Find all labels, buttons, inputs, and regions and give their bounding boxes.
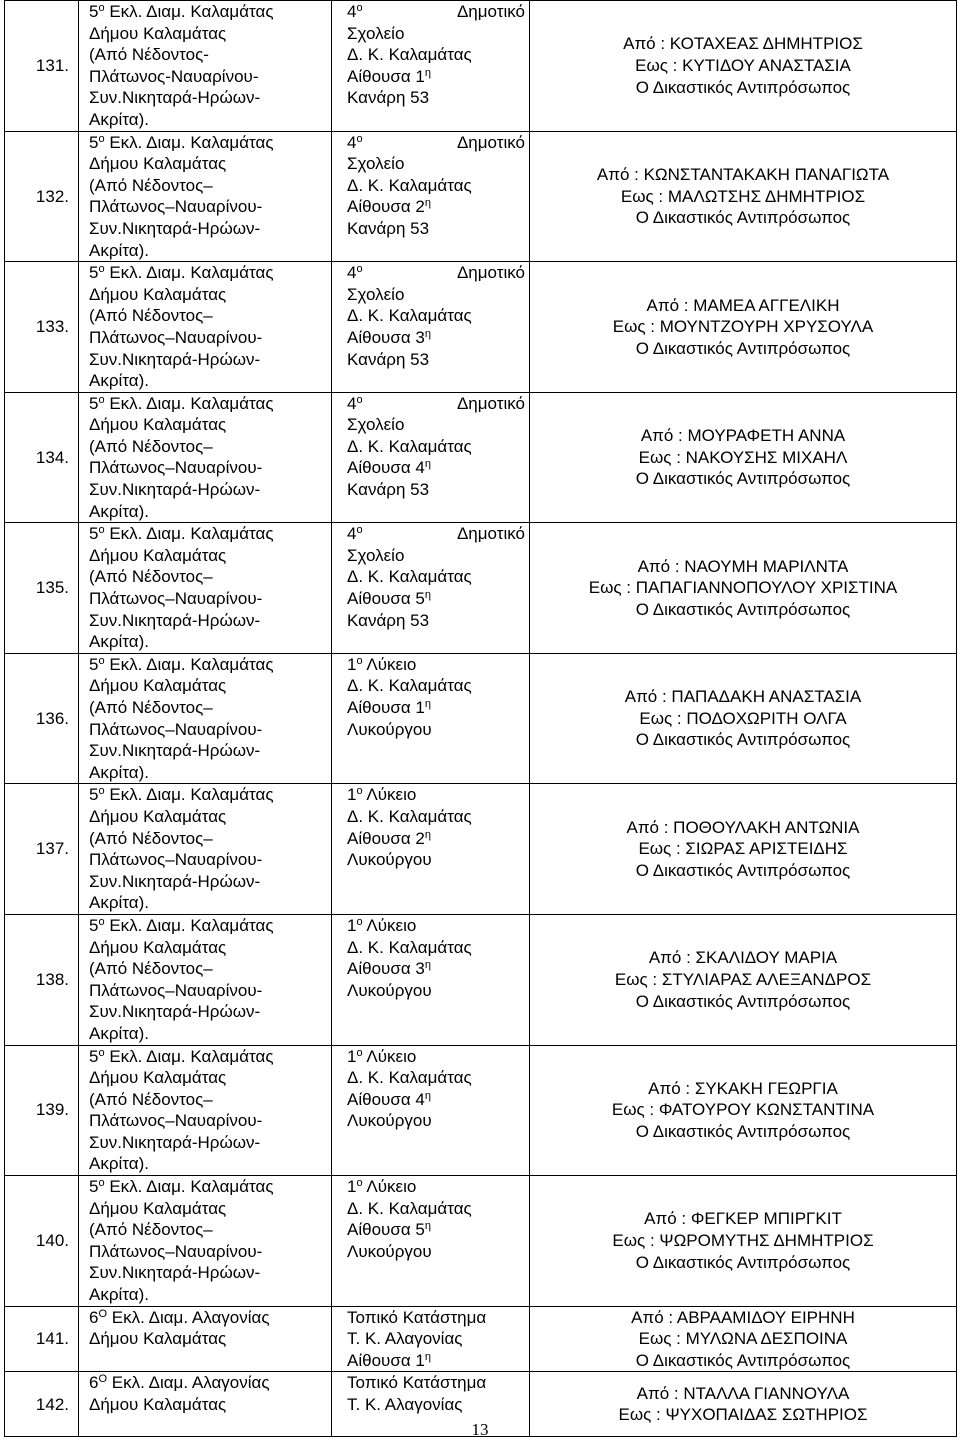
section-line: $5^o$ Εκλ. Διαμ. Καλαμάτας [89,1046,274,1066]
row-number: 141. [5,1306,79,1372]
representative-cell [530,262,957,393]
location-line: $1^o$ Λύκειο [347,785,417,805]
representative-line: Ο Δικαστικός Αντιπρόσωπος [635,599,851,619]
section-line: Ακρίτα). [89,501,149,521]
location-line: $1^o$ Λύκειο [347,654,417,674]
polling-section-cell [79,131,332,262]
section-line: Δήμου Καλαμάτας [89,1068,227,1088]
location-line: $4^o$ Δημοτικό [347,2,525,21]
location-line: Αίθουσα $5^\eta$ [347,589,431,609]
representative-line: Εως : ΜΟΥΝΤΖΟΥΡΗ ΧΡΥΣΟΥΛΑ [612,317,874,337]
location-line: Κανάρη 53 [347,349,430,369]
representative-line: Ο Δικαστικός Αντιπρόσωπος [635,77,851,97]
representative-line: Εως : ΨΩΡΟΜΥΤΗΣ ΔΗΜΗΤΡΙΟΣ [612,1231,874,1251]
polling-section-cell [79,914,332,1045]
location-line: Λυκούργου [347,1111,432,1131]
representative-line: Εως : ΠΟΔΟΧΩΡΙΤΗ ΟΛΓΑ [639,708,847,728]
section-line: Ακρίτα). [89,1285,149,1305]
representative-cell [530,653,957,784]
location-line: Αίθουσα $4^\eta$ [347,1089,431,1109]
section-line: Δήμου Καλαμάτας [89,806,227,826]
section-line: $5^o$ Εκλ. Διαμ. Καλαμάτας [89,2,274,21]
section-line: $6^O$ Εκλ. Διαμ. Αλαγονίας [89,1373,270,1393]
location-line: Δ. Κ. Καλαμάτας [347,306,472,326]
representative-line: Από : ΣΚΑΛΙΔΟΥ ΜΑΡΙΑ [648,948,838,968]
representative-line: Ο Δικαστικός Αντιπρόσωπος [635,991,851,1011]
representative-line: Εως : ΣΙΩΡΑΣ ΑΡΙΣΤΕΙΔΗΣ [638,839,848,859]
section-line: Δήμου Καλαμάτας [89,1198,227,1218]
row-number: 142. [5,1372,79,1437]
location-line: Λυκούργου [347,850,432,870]
row-number: 139. [5,1045,79,1176]
representative-line: Από : ΠΑΠΑΔΑΚΗ ΑΝΑΣΤΑΣΙΑ [624,687,862,707]
representative-line: Ο Δικαστικός Αντιπρόσωπος [635,338,851,358]
section-line: Συν.Νικηταρά-Ηρώων- [89,218,261,238]
table-row [5,1306,957,1372]
representative-line: Από : ΣΥΚΑΚΗ ΓΕΩΡΓΙΑ [648,1078,838,1098]
section-line: Δήμου Καλαμάτας [89,154,227,174]
location-line: Κανάρη 53 [347,218,430,238]
location-line: Δ. Κ. Καλαμάτας [347,676,472,696]
location-line: Σχολείο [347,284,405,304]
section-line: (Από Νέδοντος– [89,1089,213,1109]
section-line: $5^o$ Εκλ. Διαμ. Καλαμάτας [89,263,274,283]
location-line: Κανάρη 53 [347,610,430,630]
representative-cell [530,392,957,523]
representative-line: Από : ΝΤΑΛΛΑ ΓΙΑΝΝΟΥΛΑ [636,1383,850,1403]
row-number: 140. [5,1176,79,1307]
section-line: Συν.Νικηταρά-Ηρώων- [89,610,261,630]
representative-line: Εως : ΝΑΚΟΥΣΗΣ ΜΙΧΑΗΛ [638,447,848,467]
representative-cell [530,1045,957,1176]
section-line: Πλάτωνος–Ναυαρίνου- [89,197,263,217]
section-line: (Από Νέδοντος– [89,959,213,979]
representative-line: Από : ΑΒΡΑΑΜΙΔΟΥ ΕΙΡΗΝΗ [631,1307,855,1327]
location-line: Δ. Κ. Καλαμάτας [347,1198,472,1218]
table-row [5,392,957,523]
location-line: $1^o$ Λύκειο [347,915,417,935]
section-line: Συν.Νικηταρά-Ηρώων- [89,741,261,761]
section-line: $5^o$ Εκλ. Διαμ. Καλαμάτας [89,524,274,544]
location-cell [332,1176,530,1307]
section-line: Συν.Νικηταρά-Ηρώων- [89,1263,261,1283]
table-row [5,262,957,393]
section-line: Συν.Νικηταρά-Ηρώων- [89,1002,261,1022]
section-line: Πλάτωνος-Ναυαρίνου- [89,66,259,86]
location-cell [332,653,530,784]
section-line: $5^o$ Εκλ. Διαμ. Καλαμάτας [89,654,274,674]
location-line: $1^o$ Λύκειο [347,1177,417,1197]
representative-line: Ο Δικαστικός Αντιπρόσωπος [635,469,851,489]
location-line: Σχολείο [347,415,405,435]
section-line: Ακρίτα). [89,762,149,782]
row-number: 136. [5,653,79,784]
location-line: Σχολείο [347,23,405,43]
representative-cell [530,784,957,915]
representative-line: Από : ΝΑΟΥΜΗ ΜΑΡΙΛΝΤΑ [637,556,849,576]
location-line: $4^o$ Δημοτικό [347,524,525,544]
section-line: Συν.Νικηταρά-Ηρώων- [89,1132,261,1152]
section-line: Συν.Νικηταρά-Ηρώων- [89,88,261,108]
representative-cell [530,1,957,132]
section-line: Ακρίτα). [89,1023,149,1043]
row-number: 135. [5,523,79,654]
representative-line: Ο Δικαστικός Αντιπρόσωπος [635,730,851,750]
section-line: Δήμου Καλαμάτας [89,1329,227,1349]
polling-section-cell [79,653,332,784]
section-line: (Από Νέδοντος– [89,306,213,326]
polling-section-cell [79,523,332,654]
section-line: (Από Νέδοντος– [89,567,213,587]
location-line: Αίθουσα $3^\eta$ [347,327,431,347]
section-line: $6^O$ Εκλ. Διαμ. Αλαγονίας [89,1307,270,1327]
page-number: 13 [471,1420,489,1439]
location-line: Λυκούργου [347,980,432,1000]
section-line: (Από Νέδοντος– [89,828,213,848]
location-cell [332,1,530,132]
location-cell [332,784,530,915]
section-line: $5^o$ Εκλ. Διαμ. Καλαμάτας [89,915,274,935]
section-line: Ακρίτα). [89,893,149,913]
row-number: 137. [5,784,79,915]
location-line: Τοπικό Κατάστημα [347,1307,487,1327]
representative-line: Εως : ΚΥΤΙΔΟΥ ΑΝΑΣΤΑΣΙΑ [635,55,851,75]
location-cell [332,523,530,654]
location-line: Δ. Κ. Καλαμάτας [347,937,472,957]
location-line: $4^o$ Δημοτικό [347,393,525,413]
polling-section-cell [79,262,332,393]
location-line: Σχολείο [347,545,405,565]
location-line: Κανάρη 53 [347,480,430,500]
representative-line: Από : ΠΟΘΟΥΛΑΚΗ ΑΝΤΩΝΙΑ [626,817,860,837]
polling-stations-table [4,0,957,1437]
table-body [5,1,957,1437]
location-cell [332,1306,530,1372]
location-line: $4^o$ Δημοτικό [347,132,525,152]
location-line: Τ. Κ. Αλαγονίας [347,1395,463,1414]
location-line: Αίθουσα $2^\eta$ [347,197,431,217]
section-line: Δήμου Καλαμάτας [89,284,227,304]
representative-line: Εως : ΣΤΥΛΙΑΡΑΣ ΑΛΕΞΑΝΔΡΟΣ [614,969,872,989]
section-line: $5^o$ Εκλ. Διαμ. Καλαμάτας [89,1177,274,1197]
location-line: Δ. Κ. Καλαμάτας [347,45,472,65]
table-row [5,784,957,915]
representative-cell [530,131,957,262]
section-line: Πλάτωνος–Ναυαρίνου- [89,1111,263,1131]
location-cell [332,1045,530,1176]
polling-section-cell [79,1045,332,1176]
representative-line: Εως : ΨΥΧΟΠΑΙΔΑΣ ΣΩΤΗΡΙΟΣ [618,1405,868,1425]
location-line: Αίθουσα $1^\eta$ [347,698,431,717]
location-cell [332,262,530,393]
table-row [5,1176,957,1307]
representative-line: Ο Δικαστικός Αντιπρόσωπος [635,1252,851,1272]
section-line: Δήμου Καλαμάτας [89,676,227,696]
section-line: (Από Νέδοντος– [89,1220,213,1240]
section-line: Συν.Νικηταρά-Ηρώων- [89,871,261,891]
section-line: (Από Νέδοντος– [89,698,213,717]
representative-cell [530,1306,957,1372]
section-line: Δήμου Καλαμάτας [89,937,227,957]
row-number: 134. [5,392,79,523]
table-row [5,914,957,1045]
section-line: (Από Νέδοντος– [89,436,213,456]
section-line: Πλάτωνος–Ναυαρίνου- [89,980,263,1000]
representative-line: Εως : ΜΑΛΩΤΣΗΣ ΔΗΜΗΤΡΙΟΣ [620,186,866,206]
table-row [5,523,957,654]
representative-cell [530,1176,957,1307]
section-line: Πλάτωνος–Ναυαρίνου- [89,719,263,739]
table-row [5,1045,957,1176]
representative-line: Από : ΚΟΤΑΧΕΑΣ ΔΗΜΗΤΡΙΟΣ [623,34,863,54]
representative-line: Από : ΜΑΜΕΑ ΑΓΓΕΛΙΚΗ [646,295,840,315]
location-line: Αίθουσα $3^\eta$ [347,959,431,979]
table-row [5,653,957,784]
section-line: Ακρίτα). [89,371,149,391]
location-line: Αίθουσα $1^\eta$ [347,66,431,86]
section-line: Πλάτωνος–Ναυαρίνου- [89,589,263,609]
polling-section-cell [79,784,332,915]
location-line: Σχολείο [347,154,405,174]
representative-line: Ο Δικαστικός Αντιπρόσωπος [635,208,851,228]
location-line: Λυκούργου [347,719,432,739]
section-line: Πλάτωνος–Ναυαρίνου- [89,327,263,347]
row-number: 138. [5,914,79,1045]
location-line: Λυκούργου [347,1241,432,1261]
section-line: Πλάτωνος–Ναυαρίνου- [89,1241,263,1261]
section-line: Δήμου Καλαμάτας [89,23,227,43]
section-line: $5^o$ Εκλ. Διαμ. Καλαμάτας [89,393,274,413]
location-line: Αίθουσα $2^\eta$ [347,828,431,848]
representative-cell [530,523,957,654]
section-line: Ακρίτα). [89,109,149,129]
row-number: 132. [5,131,79,262]
section-line: Συν.Νικηταρά-Ηρώων- [89,480,261,500]
location-cell [332,392,530,523]
section-line: Δήμου Καλαμάτας [89,415,227,435]
section-line: Δήμου Καλαμάτας [89,545,227,565]
section-line: Ακρίτα). [89,240,149,260]
location-line: Αίθουσα $4^\eta$ [347,458,431,478]
polling-section-cell [79,392,332,523]
location-line: $4^o$ Δημοτικό [347,263,525,283]
representative-line: Ο Δικαστικός Αντιπρόσωπος [635,1350,851,1370]
section-line: Ακρίτα). [89,1154,149,1174]
table-row [5,131,957,262]
location-line: Δ. Κ. Καλαμάτας [347,806,472,826]
location-line: Τοπικό Κατάστημα [347,1373,487,1393]
representative-line: Ο Δικαστικός Αντιπρόσωπος [635,860,851,880]
section-line: Δήμου Καλαμάτας [89,1395,227,1414]
location-line: Αίθουσα $1^\eta$ [347,1350,431,1370]
representative-cell [530,914,957,1045]
representative-line: Εως : ΠΑΠΑΓΙΑΝΝΟΠΟΥΛΟΥ ΧΡΙΣΤΙΝΑ [588,578,898,598]
location-line: $1^o$ Λύκειο [347,1046,417,1066]
representative-line: Από : ΜΟΥΡΑΦΕΤΗ ΑΝΝΑ [640,426,846,446]
polling-section-cell [79,1306,332,1372]
representative-line: Ο Δικαστικός Αντιπρόσωπος [635,1122,851,1142]
location-line: Δ. Κ. Καλαμάτας [347,175,472,195]
location-cell [332,914,530,1045]
location-line: Κανάρη 53 [347,88,430,108]
row-number: 131. [5,1,79,132]
location-line: Δ. Κ. Καλαμάτας [347,436,472,456]
section-line: Πλάτωνος–Ναυαρίνου- [89,850,263,870]
polling-section-cell [79,1176,332,1307]
section-line: $5^o$ Εκλ. Διαμ. Καλαμάτας [89,132,274,152]
representative-line: Από : ΚΩΝΣΤΑΝΤΑΚΑΚΗ ΠΑΝΑΓΙΩΤΑ [596,164,890,184]
representative-line: Εως : ΦΑΤΟΥΡΟΥ ΚΩΝΣΤΑΝΤΙΝΑ [611,1100,875,1120]
representative-line: Από : ΦΕΓΚΕΡ ΜΠΙΡΓΚΙΤ [644,1209,842,1229]
table-row [5,1,957,132]
location-line: Τ. Κ. Αλαγονίας [347,1329,463,1349]
polling-section-cell [79,1,332,132]
section-line: Συν.Νικηταρά-Ηρώων- [89,349,261,369]
section-line: (Από Νέδοντος– [89,175,213,195]
location-cell [332,131,530,262]
row-number: 133. [5,262,79,393]
section-line: Πλάτωνος–Ναυαρίνου- [89,458,263,478]
section-line: $5^o$ Εκλ. Διαμ. Καλαμάτας [89,785,274,805]
location-line: Δ. Κ. Καλαμάτας [347,1068,472,1088]
location-line: Δ. Κ. Καλαμάτας [347,567,472,587]
representative-line: Εως : ΜΥΛΩΝΑ ΔΕΣΠΟΙΝΑ [638,1329,848,1349]
section-line: (Από Νέδοντος- [89,45,209,65]
section-line: Ακρίτα). [89,632,149,652]
location-line: Αίθουσα $5^\eta$ [347,1220,431,1240]
